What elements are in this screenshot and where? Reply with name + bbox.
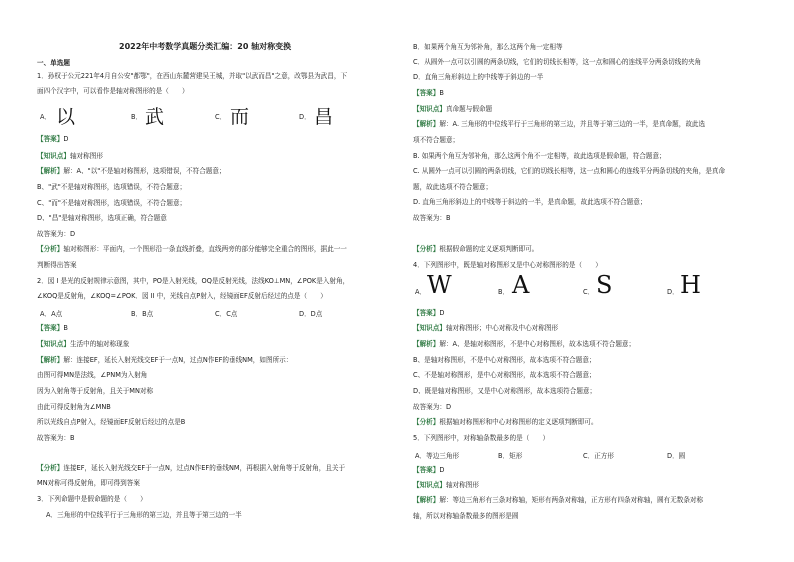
exp-text: 解：A、"以"不是轴对称图形，选项错误，不符合题意； (63, 167, 226, 175)
kp-value: 真命题与假命题 (445, 105, 493, 113)
q2-option-a: A．A点 (40, 310, 63, 318)
q1-option-b-char: 武 (145, 106, 165, 128)
q4-option-d-char: H (680, 271, 701, 299)
q2-stem-line1: 2．図 I 是光的反射规律示意图，其中，PO是入射光线，OQ是反射光线，法线KO⊥MN，∠POK是入射角， (37, 277, 350, 285)
q3-explanation (413, 120, 705, 128)
q2-exp-line: 由此可得反射角为∠MNB (37, 403, 111, 411)
q1-analysis-line2: 判断得出答案 (37, 261, 77, 269)
q4-stem: 4．下列图形中，既是轴对称图形又是中心对称图形的是（ ） (413, 261, 602, 269)
exp-text: 解：A、是轴对称图形，不是中心对称图形，故本选项不符合题意； (439, 340, 636, 348)
q4-option-a-char: W (427, 271, 452, 299)
analysis-text: 根据假命题的定义逐项判断即可。 (439, 245, 539, 253)
section-heading: 一、单选题 (37, 59, 70, 67)
kp-tag: 【知识点】 (413, 481, 446, 489)
q1-answer (37, 135, 68, 143)
q3-exp-line: B. 如果两个角互为邻补角，那么这两个角不一定相等，故此选项是假命题，符合题意； (413, 152, 666, 160)
q5-option-d: D．圆 (667, 452, 686, 460)
exp-text: 解：连接EF，延长入射光线交EF于一点N，过点N作EF的垂线NM，如图所示： (63, 356, 293, 364)
kp-value: 轴对称图形 (69, 152, 103, 160)
answer-tag: 【答案】 (37, 324, 64, 332)
kp-tag: 【知识点】 (37, 152, 70, 160)
q3-option-a: A．三角形的中位线平行于三角形的第三边，并且等于第三边的一半 (46, 511, 242, 519)
q1-analysis (37, 245, 347, 253)
q1-explanation (37, 167, 226, 175)
q1-knowledge-point (37, 152, 103, 160)
analysis-tag: 【分析】 (413, 418, 440, 426)
q1-option-d-char: 昌 (314, 106, 334, 128)
q1-option-c-label: C． (215, 113, 227, 121)
analysis-text: 根据轴对称图形和中心对称图形的定义逐项判断即可。 (439, 418, 598, 426)
q2-analysis (37, 464, 345, 472)
answer-value: B (63, 324, 68, 332)
q4-option-c-char: S (596, 271, 613, 299)
q2-explanation (37, 356, 292, 364)
q2-option-c: C．C点 (215, 310, 238, 318)
q4-option-b-label: B． (498, 288, 510, 296)
q3-answer (413, 89, 444, 97)
q1-option-d-label: D． (299, 113, 311, 121)
q3-analysis (413, 245, 538, 253)
q1-option-a-label: A． (40, 113, 52, 121)
q1-exp-line: C、"而"不是轴对称图形，选项错误，不符合题意； (37, 199, 187, 207)
q1-exp-line: B、"武"不是轴对称图形，选项错误，不符合题意； (37, 183, 187, 191)
analysis-text: 连接EF，延长入射光线交EF于一点N，过点N作EF的垂线NM，再根据入射角等于反射角，且关于 (63, 464, 346, 472)
exp-tag: 【解析】 (413, 340, 440, 348)
answer-tag: 【答案】 (37, 135, 64, 143)
answer-value: D (439, 466, 445, 474)
q1-option-b-label: B． (131, 113, 143, 121)
q2-knowledge-point (37, 340, 129, 348)
q4-option-d-label: D． (667, 288, 679, 296)
q4-option-b-char: A (512, 271, 530, 299)
exp-tag: 【解析】 (413, 496, 440, 504)
q4-exp-line: C、不是轴对称图形，是中心对称图形，故本选项不符合题意； (413, 371, 596, 379)
analysis-text: 轴对称图形：平面内，一个图形沿一条直线折叠，直线两旁的部分能够完全重合的图形，据此一一 (63, 245, 347, 253)
q2-exp-line: 所以光线自点P射入，经镜面EF反射后经过的点是B (37, 418, 186, 426)
q5-option-c: C．正方形 (583, 452, 614, 460)
q5-answer (413, 466, 444, 474)
q5-knowledge-point (413, 481, 479, 489)
q5-explanation (413, 496, 703, 504)
q3-exp-line: 项不符合题意； (413, 136, 460, 144)
q1-option-c-char: 而 (230, 106, 250, 128)
answer-value: D (439, 309, 445, 317)
q4-option-c-label: C． (583, 288, 595, 296)
q2-answer (37, 324, 68, 332)
q3-exp-line: 题，故此选项不符合题意； (413, 183, 493, 191)
q3-exp-line: 故答案为：B (413, 214, 451, 222)
exp-tag: 【解析】 (37, 167, 64, 175)
q4-option-a-label: A． (415, 288, 427, 296)
kp-tag: 【知识点】 (37, 340, 70, 348)
analysis-tag: 【分析】 (37, 464, 64, 472)
q2-option-b: B．B点 (131, 310, 154, 318)
q4-explanation (413, 340, 635, 348)
q4-exp-line: 故答案为：D (413, 403, 452, 411)
q3-exp-line: C. 从圆外一点可以引圆的两条切线，它们的切线长相等，这一点和圆心的连线平分两条切线的夹角，是真命 (413, 167, 726, 175)
answer-tag: 【答案】 (413, 309, 440, 317)
q5-exp-line: 轴，所以对称轴条数最多的图形是圆 (413, 512, 519, 520)
q4-exp-line: B、是轴对称图形，不是中心对称图形，故本选项不符合题意； (413, 356, 596, 364)
left-column (0, 0, 380, 562)
exp-tag: 【解析】 (413, 120, 440, 128)
q2-option-d: D．D点 (299, 310, 323, 318)
q3-stem: 3．下列命题中是假命题的是（ ） (37, 495, 147, 503)
q1-exp-line: 故答案为：D (37, 230, 76, 238)
q3-exp-line: D. 直角三角形斜边上的中线等于斜边的一半，是真命题，故此选项不符合题意； (413, 198, 647, 206)
q5-stem: 5．下列图形中，对称轴条数最多的是（ ） (413, 434, 550, 442)
kp-value: 轴对称图形；中心对称及中心对称图形 (445, 324, 559, 332)
kp-value: 生活中的轴对称现象 (69, 340, 130, 348)
q2-stem-line2: ∠KOQ是反射角，∠KOQ=∠POK．図 II 中，光线自点P射入，经镜面EF反射后经过的点是（ ） (37, 292, 327, 300)
exp-tag: 【解析】 (37, 356, 64, 364)
q2-exp-line: 故答案为：B (37, 434, 75, 442)
doc-title: 2022年中考数学真题分类汇编：20 轴对称变换 (119, 42, 292, 51)
exp-text: 解：等边三角形有三条对称轴，矩形有两条对称轴，正方形有四条对称轴，圆有无数条对称 (439, 496, 704, 504)
q5-option-b: B．矩形 (498, 452, 523, 460)
q3-option-b: B．如果两个角互为邻补角，那么这两个角一定相等 (413, 43, 563, 51)
analysis-tag: 【分析】 (37, 245, 64, 253)
right-column (397, 0, 787, 562)
answer-tag: 【答案】 (413, 89, 440, 97)
q1-option-a-char: 以 (56, 106, 76, 128)
q1-stem-line2: 面四个汉字中，可以看作是轴对称图形的是（ ） (37, 87, 189, 95)
q4-answer (413, 309, 444, 317)
q3-option-d: D．直角三角形斜边上的中线等于斜边的一半 (413, 73, 544, 81)
q4-knowledge-point (413, 324, 558, 332)
answer-value: D (63, 135, 69, 143)
kp-tag: 【知识点】 (413, 105, 446, 113)
answer-value: B (439, 89, 444, 97)
q3-option-c: C．从圆外一点可以引圆的两条切线，它们的切线长相等，这一点和圆心的连线平分两条切线的夹角 (413, 58, 702, 66)
q4-exp-line: D、既是轴对称图形，又是中心对称图形，故本选项符合题意； (413, 387, 597, 395)
q5-option-a: A．等边三角形 (415, 452, 460, 460)
kp-tag: 【知识点】 (413, 324, 446, 332)
q2-exp-line: 由图可得MN是法线，∠PNM为入射角 (37, 371, 148, 379)
q4-analysis (413, 418, 598, 426)
q1-exp-line: D、"昌"是轴对称图形，选项正确，符合题意 (37, 214, 167, 222)
kp-value: 轴对称图形 (445, 481, 479, 489)
q2-analysis-line2: MN对称可得反射角，即可得到答案 (37, 479, 140, 487)
q3-knowledge-point (413, 105, 492, 113)
analysis-tag: 【分析】 (413, 245, 440, 253)
exp-text: 解：A. 三角形的中位线平行于三角形的第三边，并且等于第三边的一半，是真命题，故此选 (439, 120, 706, 128)
answer-tag: 【答案】 (413, 466, 440, 474)
q2-exp-line: 因为入射角等于反射角，且关于MN对称 (37, 387, 154, 395)
q1-stem-line1: 1．孙权于公元221年4月自公安"都鄂"，在西山东麓营建吴王城，并取"以武而昌"之意，改鄂县为武昌，下 (37, 72, 348, 80)
